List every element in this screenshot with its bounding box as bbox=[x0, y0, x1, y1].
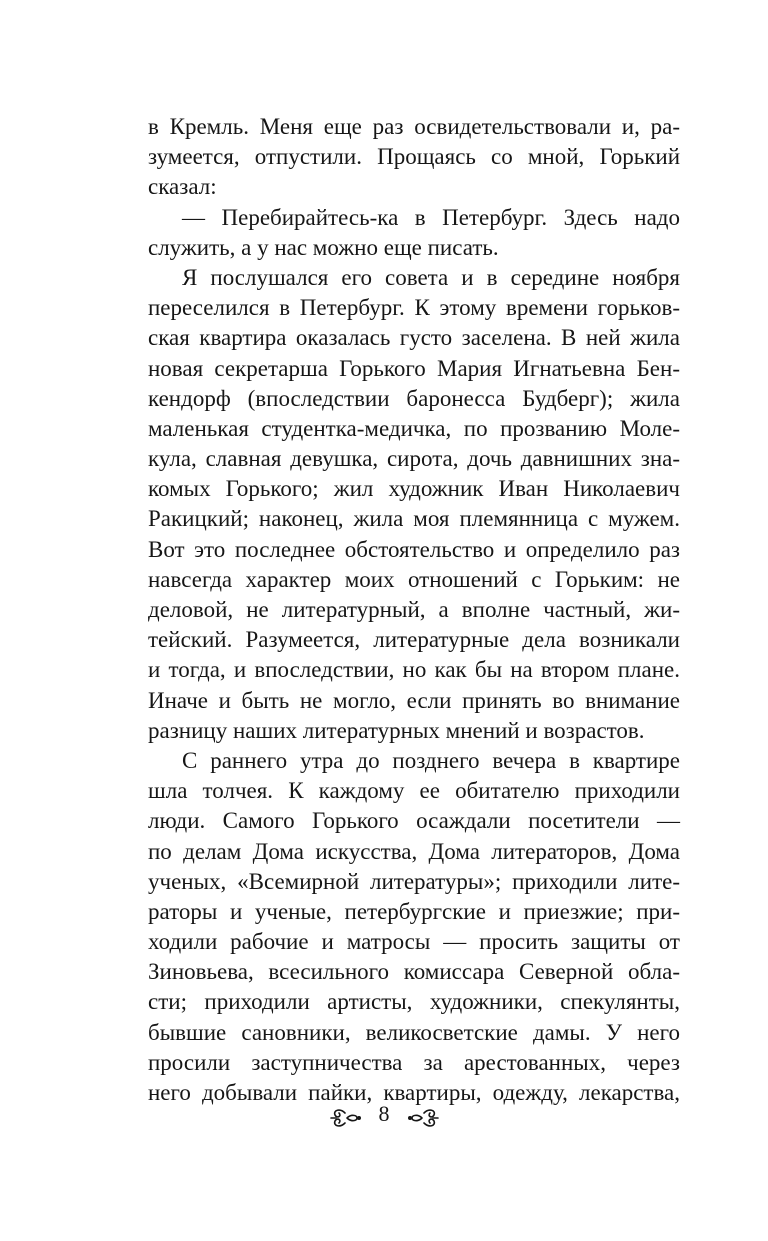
text-line: просили заступничества за арестованных, через bbox=[148, 1049, 680, 1075]
text-line: — Перебирайтесь-ка в Петербург. Здесь надо bbox=[182, 204, 680, 230]
text-line: кендорф (впоследствии баронесса Будберг); жила bbox=[148, 385, 680, 411]
text-line: по делам Дома искусства, Дома литераторов, Дома bbox=[148, 838, 680, 864]
page-footer bbox=[0, 1099, 768, 1139]
text-line: Ракицкий; наконец, жила моя племянница с мужем. bbox=[148, 506, 680, 532]
text-line: служить, а у нас можно еще писать. bbox=[148, 234, 499, 260]
text-line: Зиновьева, всесильного комиссара Северной обла- bbox=[148, 959, 680, 985]
text-line: маленькая студентка-медичка, по прозванию Моле- bbox=[148, 415, 680, 441]
text-line: Я послушался его совета и в середине ноября bbox=[182, 264, 680, 290]
text-line: новая секретарша Горького Мария Игнатьевна Бен- bbox=[148, 355, 680, 381]
flourish-right-icon bbox=[408, 1105, 440, 1133]
text-line: кула, славная девушка, сирота, дочь давнишних зна- bbox=[148, 446, 680, 472]
text-line: сти; приходили артисты, художники, спекулянты, bbox=[148, 989, 680, 1015]
text-line: ученых, «Всемирной литературы»; приходили лите- bbox=[148, 868, 680, 894]
text-line: в Кремль. Меня еще раз освидетельствовали и, ра- bbox=[148, 114, 680, 139]
text-line: переселился в Петербург. К этому времени горьков- bbox=[148, 295, 680, 321]
text-line: навсегда характер моих отношений с Горьким: не bbox=[148, 566, 680, 592]
body-text bbox=[148, 112, 680, 1108]
text-line: него добывали пайки, квартиры, одежду, лекарства, bbox=[148, 1080, 680, 1105]
text-line: Иначе и быть не могло, если принять во внимание bbox=[148, 687, 680, 713]
text-line: ская квартира оказалась густо заселена. В ней жила bbox=[148, 325, 680, 351]
text-line: С раннего утра до позднего вечера в квартире bbox=[182, 747, 680, 773]
text-line: деловой, не литературный, а вполне частный, жи- bbox=[148, 597, 680, 622]
text-line: тейский. Разумеется, литературные дела возникали bbox=[148, 627, 680, 653]
text-line: ходили рабочие и матросы — просить защиты от bbox=[148, 929, 680, 955]
flourish-left-icon bbox=[329, 1105, 361, 1133]
text-line: люди. Самого Горького осаждали посетители — bbox=[148, 808, 680, 834]
text-line: комых Горького; жил художник Иван Николаевич bbox=[148, 476, 680, 502]
text-line: разницу наших литературных мнений и возрастов. bbox=[148, 717, 645, 743]
text-line: раторы и ученые, петербургские и приезжие; при- bbox=[148, 898, 680, 924]
page-number: 8 bbox=[378, 1101, 390, 1126]
text-line: и тогда, и впоследствии, но как бы на втором плане. bbox=[148, 657, 680, 683]
text-line: Вот это последнее обстоятельство и определило раз bbox=[148, 536, 680, 562]
text-line: шла толчея. К каждому ее обитателю приходили bbox=[148, 778, 680, 804]
text-line: зумеется, отпустили. Прощаясь со мной, Горький bbox=[148, 144, 680, 170]
text-line: сказал: bbox=[148, 174, 217, 200]
text-line: бывшие сановники, великосветские дамы. У него bbox=[148, 1019, 680, 1045]
